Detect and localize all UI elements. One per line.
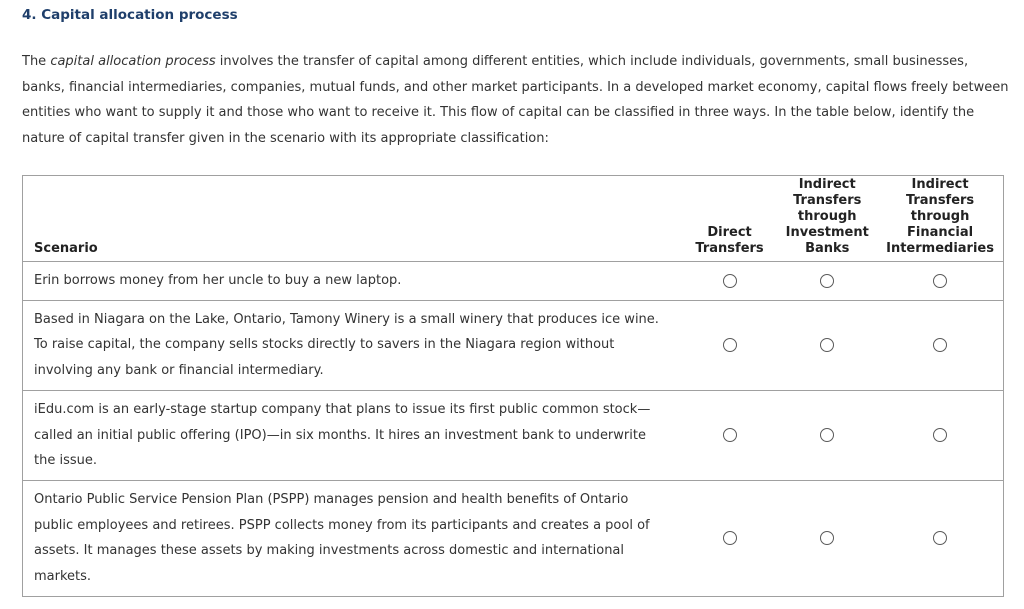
intro-term: capital allocation process <box>50 54 216 69</box>
option-cell <box>777 262 877 301</box>
row1-investment-bank-radio[interactable] <box>820 274 834 288</box>
intro-paragraph <box>22 49 1012 152</box>
option-cell <box>877 390 1003 480</box>
row4-financial-intermediary-radio[interactable] <box>933 531 947 545</box>
option-cell <box>682 480 778 596</box>
row1-direct-radio[interactable] <box>723 274 737 288</box>
table-row <box>23 262 1004 301</box>
intro-text-start: The <box>22 54 51 69</box>
table-row <box>23 390 1004 480</box>
table-row <box>23 480 1004 596</box>
scenario-text: Ontario Public Service Pension Plan (PSPP) manages pension and health benefits of Ontario public employees and retirees. PSPP collects money from its participants and creates a pool of assets. It manages these assets by making investments across domestic and international markets. <box>23 480 682 596</box>
table-header-row <box>23 176 1004 262</box>
table-row <box>23 300 1004 390</box>
row3-financial-intermediary-radio[interactable] <box>933 428 947 442</box>
row2-investment-bank-radio[interactable] <box>820 338 834 352</box>
row1-financial-intermediary-radio[interactable] <box>933 274 947 288</box>
financial-intermediaries-header: Indirect Transfers through Financial Intermediaries <box>886 177 994 256</box>
classification-table <box>22 175 1004 597</box>
scenario-text: Based in Niagara on the Lake, Ontario, Tamony Winery is a small winery that produces ice wine. To raise capital, the company sells stocks directly to savers in the Niagara region without involving any bank or financial intermediary. <box>23 300 682 390</box>
option-cell <box>682 262 778 301</box>
scenario-text: Erin borrows money from her uncle to buy a new laptop. <box>23 262 682 301</box>
row4-investment-bank-radio[interactable] <box>820 531 834 545</box>
row2-financial-intermediary-radio[interactable] <box>933 338 947 352</box>
option-cell <box>777 390 877 480</box>
row4-direct-radio[interactable] <box>723 531 737 545</box>
option-cell <box>682 300 778 390</box>
direct-transfers-header: Direct Transfers <box>695 225 764 256</box>
option-cell <box>877 480 1003 596</box>
row3-direct-radio[interactable] <box>723 428 737 442</box>
option-cell <box>682 390 778 480</box>
row3-investment-bank-radio[interactable] <box>820 428 834 442</box>
option-cell <box>877 262 1003 301</box>
section-heading: 4. Capital allocation process <box>22 7 238 23</box>
scenario-text: iEdu.com is an early-stage startup company that plans to issue its first public common stock—called an initial public offering (IPO)—in six months. It hires an investment bank to underwrite the issue. <box>23 390 682 480</box>
option-cell <box>777 480 877 596</box>
scenario-column-header: Scenario <box>34 241 98 256</box>
row2-direct-radio[interactable] <box>723 338 737 352</box>
intro-text-rest: involves the transfer of capital among different entities, which include individuals, governments, small businesses, banks, financial intermediaries, companies, mutual funds, and other market participants. In a developed market economy, capital flows freely between entities who want to supply it and those who want to receive it. This flow of capital can be classified in three ways. In the table below, identify the nature of capital transfer given in the scenario with its appropriate classification: <box>22 54 1009 147</box>
investment-banks-header: Indirect Transfers through Investment Banks <box>785 177 869 256</box>
option-cell <box>777 300 877 390</box>
option-cell <box>877 300 1003 390</box>
